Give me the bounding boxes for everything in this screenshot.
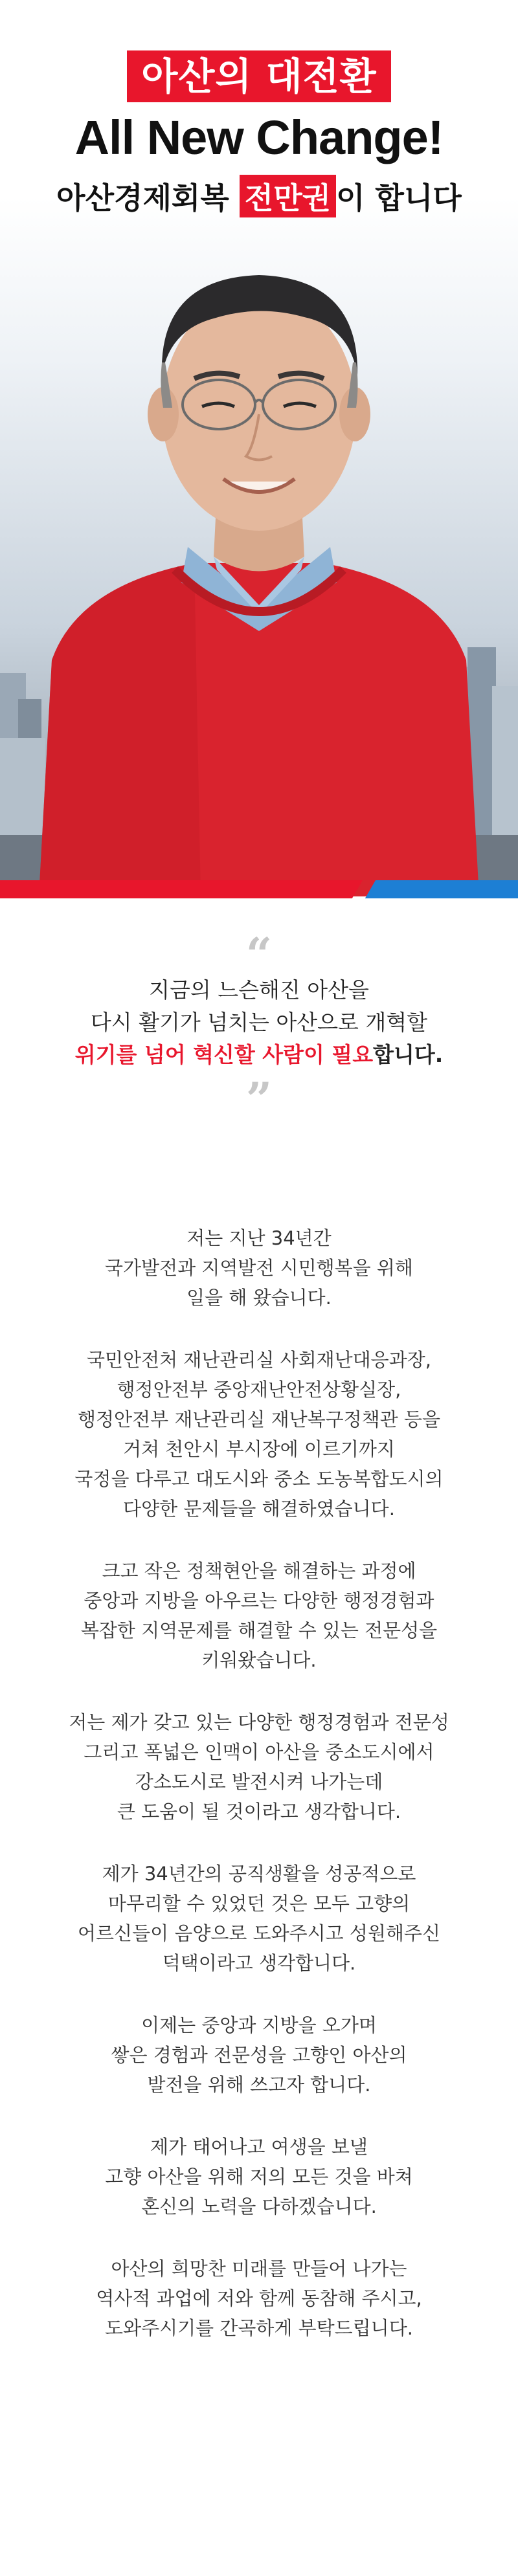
- paragraph-line: 크고 작은 정책현안을 해결하는 과정에: [102, 1560, 416, 1582]
- paragraph-line: 국정을 다루고 대도시와 중소 도농복합도시의: [74, 1468, 444, 1490]
- hero-tagline: [0, 50, 518, 102]
- paragraph-line: 마무리할 수 있었던 것은 모두 고향의: [107, 1893, 411, 1915]
- paragraph-3: [0, 1556, 518, 1675]
- quote-block: [0, 927, 518, 1126]
- paragraph-8: [0, 2254, 518, 2343]
- paragraph-line: 이제는 중앙과 지방을 오가며: [141, 2014, 377, 2036]
- paragraph-line: 제가 34년간의 공직생활을 성공적으로: [102, 1863, 416, 1885]
- paragraph-4: [0, 1707, 518, 1827]
- quote-line-3: [0, 1039, 518, 1071]
- paragraph-line: 아산의 희망찬 미래를 만들어 나가는: [111, 2258, 407, 2280]
- paragraph-line: 큰 도움이 될 것이라고 생각합니다.: [117, 1801, 401, 1823]
- blue-accent-stripe: [365, 880, 518, 898]
- paragraph-line: 복잡한 지역문제를 해결할 수 있는 전문성을: [80, 1619, 438, 1641]
- paragraph-line: 역사적 과업에 저와 함께 동참해 주시고,: [96, 2287, 422, 2309]
- subline-highlight: 전만권: [240, 175, 336, 217]
- paragraph-line: 고향 아산을 위해 저의 모든 것을 바쳐: [105, 2166, 413, 2188]
- paragraph-line: 일을 해 왔습니다.: [186, 1287, 332, 1309]
- paragraph-6: [0, 2010, 518, 2100]
- paragraph-line: 국민안전처 재난관리실 사회재난대응과장,: [87, 1349, 431, 1371]
- open-quote-icon: “: [245, 927, 273, 981]
- subline-suffix: 이 합니다: [336, 181, 462, 216]
- paragraph-line: 어르신들이 음양으로 도와주시고 성원해주신: [78, 1922, 440, 1944]
- paragraph-line: 중앙과 지방을 아우르는 다양한 행정경험과: [84, 1590, 434, 1612]
- paragraph-line: 키워왔습니다.: [201, 1649, 317, 1671]
- close-quote-icon: ”: [245, 1072, 273, 1126]
- hero-section: [0, 0, 518, 896]
- paragraph-line: 혼신의 노력을 다하겠습니다.: [141, 2195, 377, 2217]
- quote-line-3-end: 합니다.: [373, 1042, 444, 1067]
- paragraph-line: 덕택이라고 생각합니다.: [162, 1952, 356, 1974]
- paragraph-line: 저는 지난 34년간: [186, 1227, 332, 1249]
- subline-prefix: 아산경제회복: [56, 181, 240, 216]
- paragraph-line: 행정안전부 중앙재난안전상황실장,: [117, 1379, 401, 1401]
- paragraph-line: 도와주시기를 간곡하게 부탁드립니다.: [105, 2317, 413, 2339]
- hero-subline: [0, 175, 518, 217]
- red-accent-stripe: [0, 880, 363, 898]
- paragraph-line: 저는 제가 갖고 있는 다양한 행정경험과 전문성: [69, 1711, 449, 1733]
- body-paragraphs: [0, 1223, 518, 2375]
- paragraph-line: 국가발전과 지역발전 시민행복을 위해: [105, 1257, 413, 1279]
- paragraph-5: [0, 1859, 518, 1978]
- tagline-text: 아산의 대전환: [127, 50, 390, 102]
- quote-line-1: 지금의 느슨해진 아산을: [149, 977, 369, 1003]
- quote-emphasis: 위기를 넘어 혁신할 사람이 필요: [74, 1042, 374, 1067]
- paragraph-line: 다양한 문제들을 해결하였습니다.: [123, 1498, 395, 1520]
- paragraph-line: 쌓은 경험과 전문성을 고향인 아산의: [111, 2044, 407, 2066]
- hero-headline: All New Change!: [74, 111, 444, 164]
- paragraph-2: [0, 1345, 518, 1524]
- paragraph-line: 발전을 위해 쓰고자 합니다.: [147, 2074, 371, 2096]
- paragraph-line: 제가 태어나고 여생을 보낼: [150, 2136, 368, 2158]
- paragraph-line: 행정안전부 재난관리실 재난복구정책관 등을: [78, 1408, 440, 1430]
- paragraph-line: 거쳐 천안시 부시장에 이르기까지: [123, 1438, 395, 1460]
- quote-line-2: 다시 활기가 넘치는 아산으로 개혁할: [90, 1010, 428, 1035]
- paragraph-7: [0, 2132, 518, 2221]
- paragraph-line: 그리고 폭넓은 인맥이 아산을 중소도시에서: [84, 1741, 434, 1763]
- paragraph-line: 강소도시로 발전시켜 나가는데: [135, 1771, 383, 1793]
- paragraph-1: [0, 1223, 518, 1313]
